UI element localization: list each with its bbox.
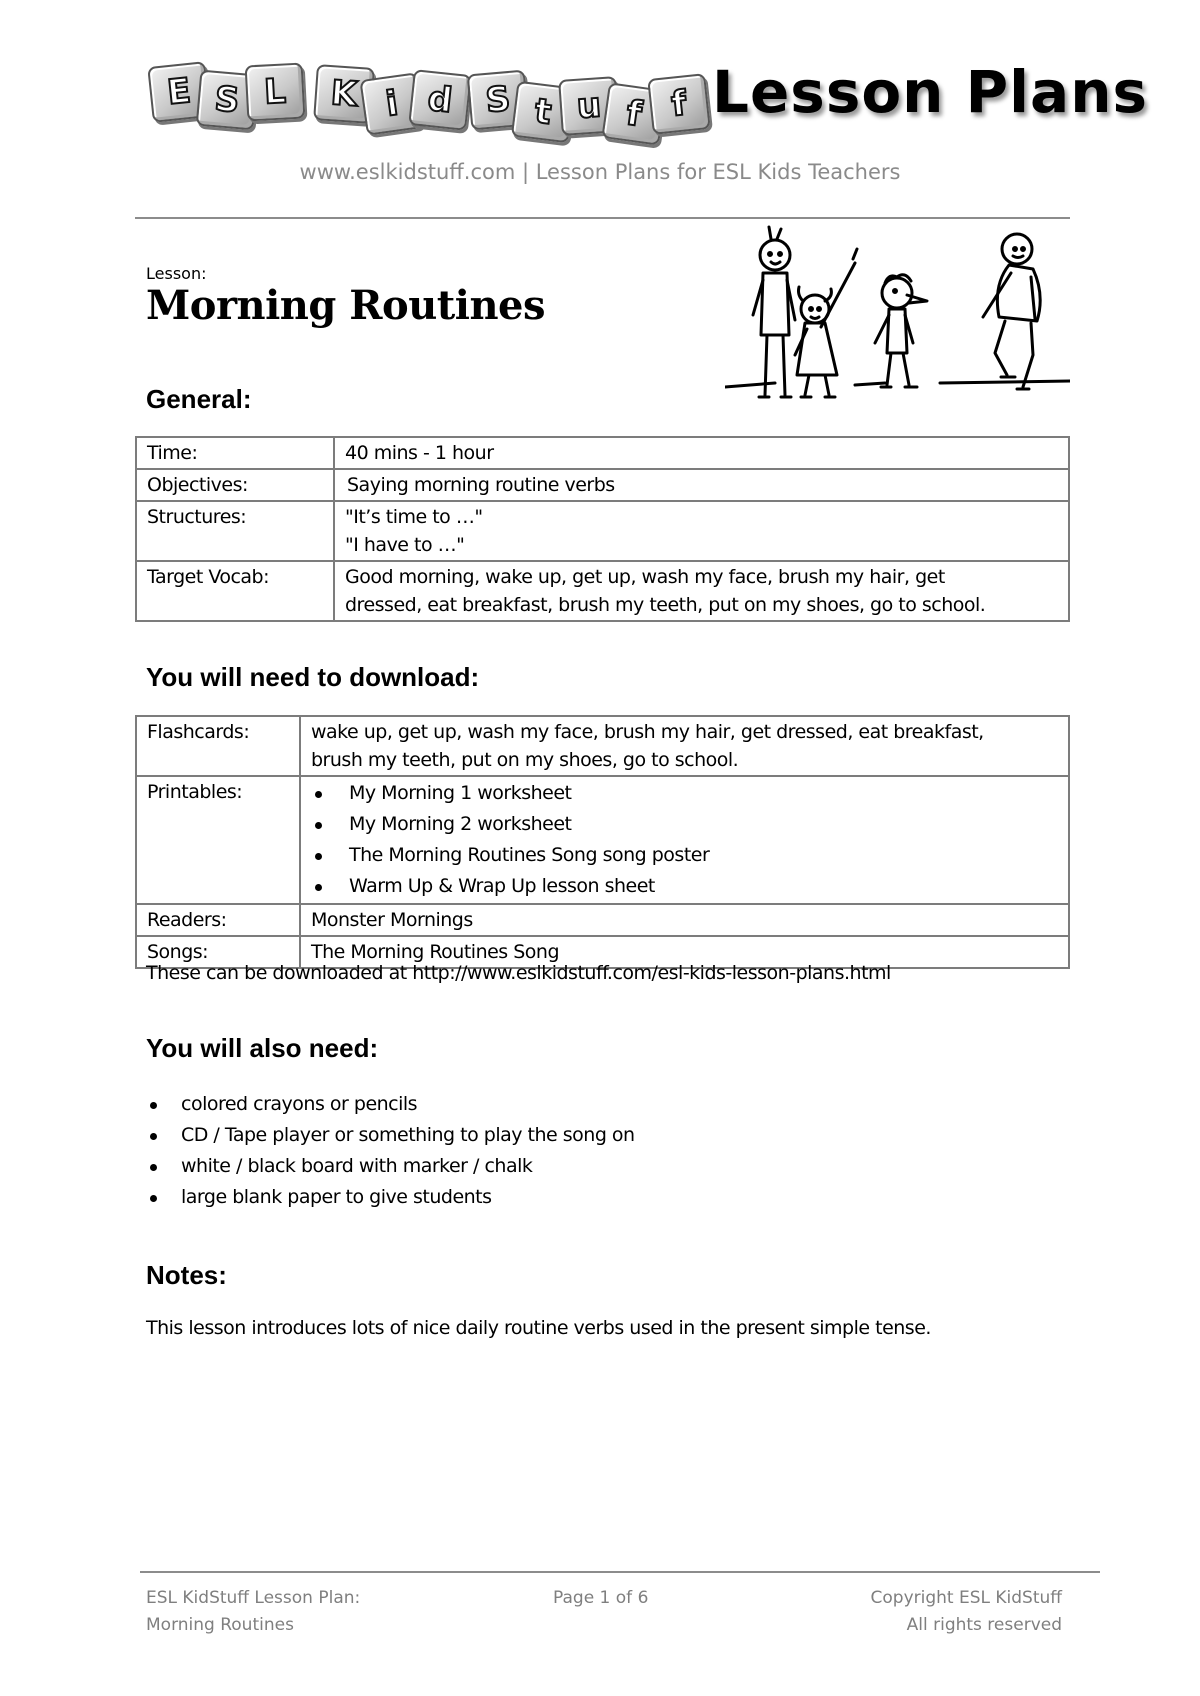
- row-value: [300, 776, 1069, 904]
- row-label: Printables:: [136, 776, 300, 904]
- table-row: [136, 776, 1069, 904]
- lesson-plans-wordmark: Lesson Plans: [712, 58, 1149, 126]
- footer-left: [146, 1585, 360, 1639]
- table-row: [136, 716, 1069, 776]
- row-value: Monster Mornings: [300, 904, 1069, 936]
- row-value: [334, 501, 1069, 561]
- general-heading: General:: [146, 384, 252, 414]
- also-need-list: [146, 1089, 635, 1213]
- logo-tile: K: [313, 64, 375, 124]
- logo-tile: f: [647, 73, 711, 135]
- row-value-line: "I have to …": [345, 534, 465, 556]
- logo-tile: E: [147, 61, 211, 123]
- table-row: [136, 561, 1069, 621]
- list-item: white / black board with marker / chalk: [146, 1151, 635, 1182]
- logo-tile: L: [245, 63, 306, 122]
- row-label: Structures:: [136, 501, 334, 561]
- list-item: large blank paper to give students: [146, 1182, 635, 1213]
- download-table: [135, 715, 1070, 969]
- logo-tile: S: [467, 70, 530, 131]
- row-label: Readers:: [136, 904, 300, 936]
- row-value-line: dressed, eat breakfast, brush my teeth, put on my shoes, go to school.: [345, 594, 986, 616]
- footer-copyright: Copyright ESL KidStuff: [870, 1588, 1062, 1608]
- notes-text: This lesson introduces lots of nice daily routine verbs used in the present simple tense.: [146, 1317, 931, 1339]
- lesson-title: Morning Routines: [146, 282, 546, 329]
- notes-heading: Notes:: [146, 1260, 227, 1290]
- row-value: [334, 469, 1069, 501]
- header-divider: [135, 217, 1070, 219]
- row-value-line: wake up, get up, wash my face, brush my hair, get dressed, eat breakfast,: [311, 721, 984, 743]
- logo-tile: d: [408, 69, 472, 131]
- list-item: Warm Up & Wrap Up lesson sheet: [311, 871, 1058, 902]
- footer-divider: [140, 1571, 1100, 1573]
- kids-illustration: [725, 225, 1070, 420]
- row-label: Songs:: [136, 936, 300, 968]
- footer-page-number: Page 1 of 6: [553, 1588, 649, 1608]
- row-value-line: Good morning, wake up, get up, wash my face, brush my hair, get: [345, 566, 945, 588]
- logo-tile: f: [601, 82, 666, 146]
- row-value-text: Saying morning routine verbs: [347, 474, 615, 496]
- logo-tile: i: [359, 72, 424, 136]
- list-item: My Morning 1 worksheet: [311, 778, 1058, 809]
- footer-lesson-name: Morning Routines: [146, 1615, 294, 1635]
- row-value: [334, 561, 1069, 621]
- table-row: [136, 437, 1069, 469]
- row-label: Target Vocab:: [136, 561, 334, 621]
- row-value: 40 mins - 1 hour: [334, 437, 1069, 469]
- footer-right: [871, 1585, 1062, 1639]
- logo-tile: S: [196, 70, 259, 131]
- table-row: [136, 904, 1069, 936]
- download-heading: You will need to download:: [146, 662, 480, 692]
- row-value: [300, 716, 1069, 776]
- footer-rights: All rights reserved: [906, 1615, 1062, 1635]
- download-note: These can be downloaded at http://www.eslkidstuff.com/esl-kids-lesson-plans.html: [146, 962, 891, 984]
- row-label: Objectives:: [136, 469, 334, 501]
- footer-plan-label: ESL KidStuff Lesson Plan:: [146, 1588, 361, 1608]
- site-tagline: www.eslkidstuff.com | Lesson Plans for ESL Kids Teachers: [299, 160, 901, 184]
- row-label: Time:: [136, 437, 334, 469]
- logo-tile: u: [558, 76, 620, 136]
- table-row: [136, 469, 1069, 501]
- list-item: CD / Tape player or something to play the song on: [146, 1120, 635, 1151]
- row-label: Flashcards:: [136, 716, 300, 776]
- row-value-line: "It’s time to …": [345, 506, 483, 528]
- printables-list: [311, 778, 1058, 902]
- row-value: The Morning Routines Song: [300, 936, 1069, 968]
- list-item: colored crayons or pencils: [146, 1089, 635, 1120]
- general-table: [135, 436, 1070, 622]
- logo-tile: t: [511, 81, 575, 144]
- esl-kidstuff-logo: [150, 50, 1149, 150]
- also-need-heading: You will also need:: [146, 1033, 379, 1063]
- row-value-line: brush my teeth, put on my shoes, go to school.: [311, 749, 739, 771]
- list-item: My Morning 2 worksheet: [311, 809, 1058, 840]
- list-item: The Morning Routines Song song poster: [311, 840, 1058, 871]
- table-row: [136, 501, 1069, 561]
- lesson-label: Lesson:: [146, 264, 207, 283]
